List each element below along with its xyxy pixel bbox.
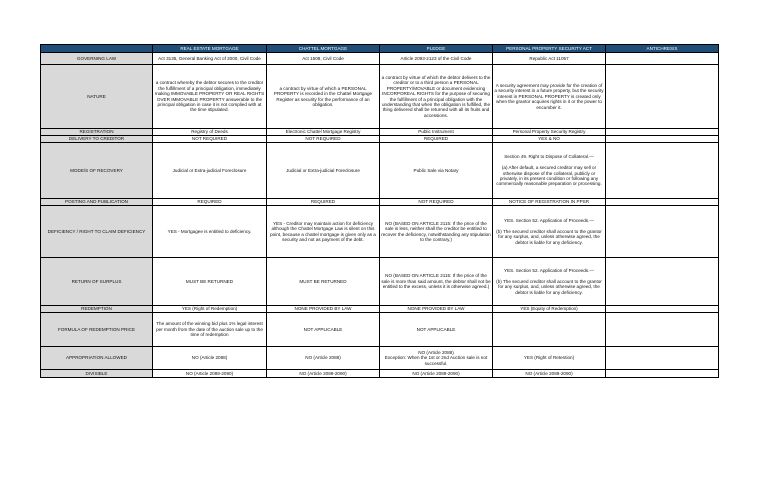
table-row [41,306,719,313]
table-row [41,65,719,129]
table-row [41,53,719,65]
table-row [41,129,719,136]
table-cell: NO (Article 2088) [267,347,380,370]
table-cell: NOT REQUIRED [380,199,493,206]
table-cell: YES & NO [493,136,606,143]
table-row [41,347,719,370]
table-cell: YES (Equity of Redemption) [493,306,606,313]
table-body [41,53,719,378]
table-cell: YES. Section 52. Application of Proceeds.— (b) The secured creditor shall account to the grantor for any surplus, and, unless otherwise agreed, the debtor is liable for any deficiency. [493,258,606,306]
table-cell: REQUIRED [267,199,380,206]
row-label: MODE/S OF RECOVERY [41,143,153,199]
table-cell: Article 2093-2123 of the Civil Code [380,53,493,65]
table-cell: YES (Right of Retention) [493,347,606,370]
table-row [41,143,719,199]
table-cell: NO (Article 2088) [153,347,267,370]
table-cell: a contract by virtue of which the debtor delivers to the creditor or to a third person a PERSONAL PROPERTY/MOVABLE or document evidencing INCORPOREAL RIGHTS for the purpose of securing the fulfillment of a principal obligation with the understanding that when the obligation is fulfilled, the thing delivered shall be returned with all its fruits and accessions. [380,65,493,129]
table-cell: A security agreement may provide for the creation of a security interest in a future property, but the security interest in PERSONAL PROPERTY is created only when the grantor acquires rights in it or the power to encumber it. [493,65,606,129]
table-cell: REQUIRED [380,136,493,143]
row-label: DIVISIBLE [41,370,153,378]
table-cell: NOT APPLICABLE [267,313,380,347]
table-row [41,136,719,143]
table-cell: NOT REQUIRED [153,136,267,143]
row-label: GOVERNING LAW [41,53,153,65]
table-cell: YES (Right of Redemption) [153,306,267,313]
row-label: APPROPRIATION ALLOWED [41,347,153,370]
table-row [41,370,719,378]
row-label: FORMULA OF REDEMPTION PRICE [41,313,153,347]
header-cell-chattel-mortgage: CHATTEL MORTGAGE [267,45,380,53]
table-cell: REQUIRED [153,199,267,206]
table-cell: NOT REQUIRED [267,136,380,143]
table-cell [606,65,719,129]
table-cell: NOTICE OF REGISTRATION IN PPSR [493,199,606,206]
row-label: POSTING AND PUBLICATION [41,199,153,206]
header-cell-ppsa: PERSONAL PROPERTY SECURITY ACT [493,45,606,53]
table-row [41,206,719,258]
row-label: DELIVERY TO CREDITOR [41,136,153,143]
table-cell [606,347,719,370]
table-cell: NOT APPLICABLE [380,313,493,347]
table-row [41,199,719,206]
table-cell: Public Instrument [380,129,493,136]
table-cell: NONE PROVIDED BY LAW [267,306,380,313]
table-cell: Judicial or Extra-judicial Foreclosure [267,143,380,199]
comparison-table [40,44,719,378]
table-cell: MUST BE RETURNED [153,258,267,306]
table-cell [606,53,719,65]
header-cell-real-estate-mortgage: REAL ESTATE MORTGAGE [153,45,267,53]
row-label: REDEMPTION [41,306,153,313]
table-cell [606,129,719,136]
header-cell-pledge: PLEDGE [380,45,493,53]
table-cell: Section 49. Right to Dispose of Collateral.— (a) After default, a secured creditor may sell or otherwise dispose of the collateral, publicly or privately, in its present condition or following any commercially reasonable preparation or processing. [493,143,606,199]
table-cell [493,313,606,347]
row-label: RETURN OF SURPLUS [41,258,153,306]
table-cell: NONE PROVIDED BY LAW [380,306,493,313]
table-cell: YES - Creditor may maintain action for deficiency although the Chattel Mortgage Law is silent on this point, because a chattel mortgage is given only as a security and not as payment of the debt. [267,206,380,258]
header-cell-antichresis: ANTICHRESIS [606,45,719,53]
header-cell-corner [41,45,153,53]
table-cell [606,306,719,313]
table-cell: Public Sale via Notary [380,143,493,199]
table-row [41,258,719,306]
table-cell: MUST BE RETURNED [267,258,380,306]
row-label: NATURE [41,65,153,129]
table-cell: The amount of the winning bid plus 1% legal interest per month from the date of the auction sale up to the time of redemption [153,313,267,347]
row-label: DEFICIENCY / RIGHT TO CLAIM DEFICIENCY [41,206,153,258]
table-cell: a contract whereby the debtor secures to the creditor the fulfillment of a principal obligation, immediately making IMMOVABLE PROPERTY OR REAL RIGHTS OVER IMMOVABLE PROPERTY answerable to the principal obligation in case it is not complied with at the time stipulated. [153,65,267,129]
table-cell [606,199,719,206]
table-cell: NO (Article 2088) Exception: When the 1st or 2nd Auction sale is not successful. [380,347,493,370]
table-cell [606,370,719,378]
table-cell: Act 3135, General Banking Act of 2000, Civil Code [153,53,267,65]
table-cell: Act 1508, Civil Code [267,53,380,65]
table-cell: YES. Section 52. Application of Proceeds.— (b) The secured creditor shall account to the grantor for any surplus, and, unless otherwise agreed, the debtor is liable for any deficiency. [493,206,606,258]
table-cell: Electronic Chattel Mortgage Registry [267,129,380,136]
table-row [41,313,719,347]
table-cell [606,258,719,306]
header-row [41,45,719,53]
table-cell: NO (Article 2089-2090) [153,370,267,378]
table-cell: Personal Property Security Registry [493,129,606,136]
table-cell: Judicial or Extra-judicial Foreclosure [153,143,267,199]
table-cell: NO (Article 2089-2090) [380,370,493,378]
table-cell: NO (Article 2089-2090) [493,370,606,378]
table-cell: NO (BASED ON ARTICLE 2115: If the price of the sale is less, neither shall the creditor be entitled to recover the deficiency, notwithstanding any stipulation to the contrary.) [380,206,493,258]
table-cell: a contract by virtue of which a PERSONAL PROPERTY is recorded in the Chattel Mortgage Register as security for the performance of an obligation. [267,65,380,129]
table-cell: NO (BASED ON ARTICLE 2115: If the price of the sale is more than said amount, the debtor shall not be entitled to the excess, unless it is otherwise agreed.) [380,258,493,306]
table-cell: Republic Act 11057 [493,53,606,65]
table-cell [606,136,719,143]
table-cell: YES - Mortgagee is entitled to deficiency. [153,206,267,258]
table-cell [606,143,719,199]
table-cell [606,206,719,258]
table-cell: NO (Article 2089-2090) [267,370,380,378]
row-label: REGISTRATION [41,129,153,136]
table-cell: Registry of Deeds [153,129,267,136]
table-cell [606,313,719,347]
